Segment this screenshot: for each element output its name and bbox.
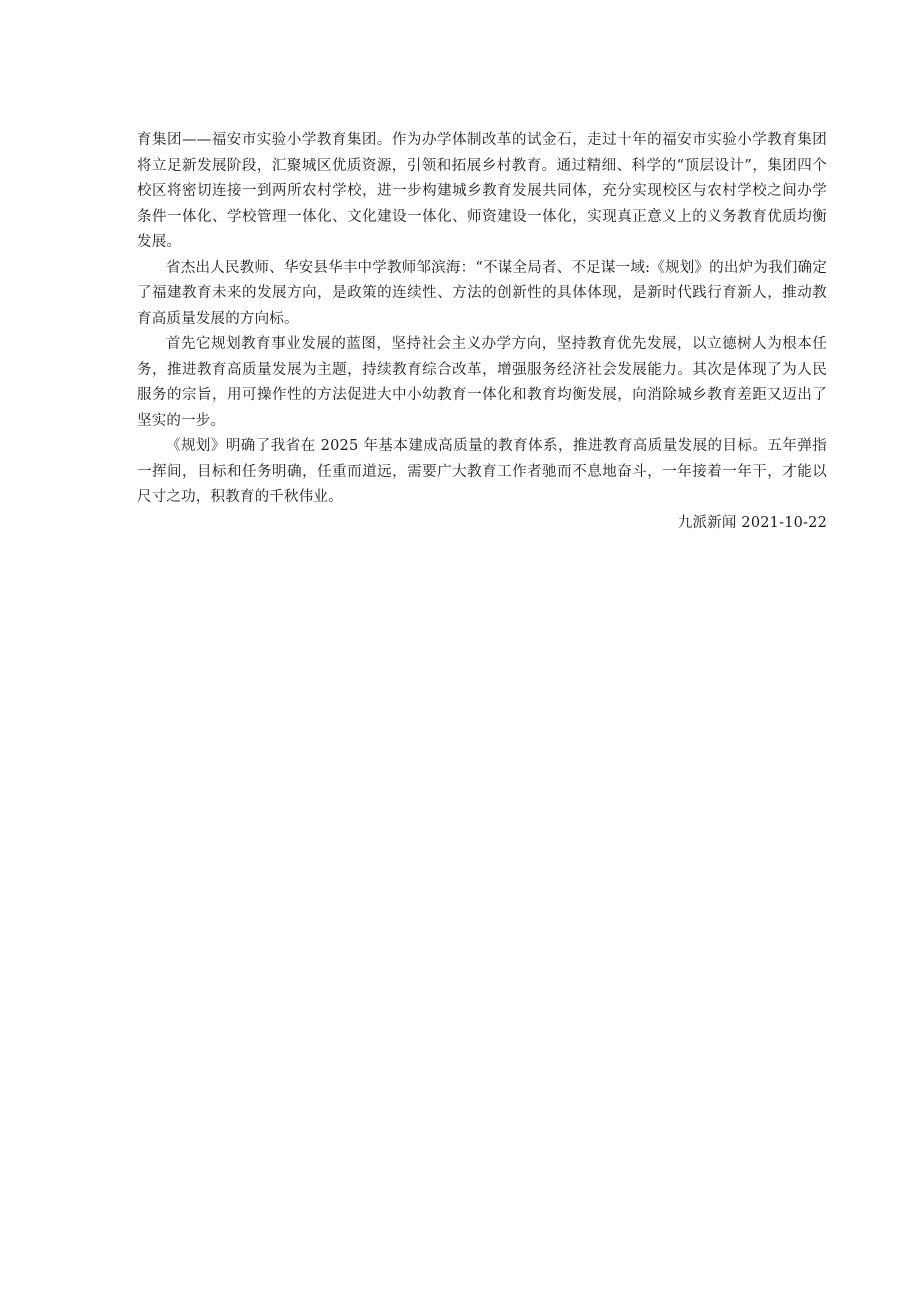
paragraph-2: 省杰出人民教师、华安县华丰中学教师邹滨海：“不谋全局者、不足谋一域:《规划》的出炉为我们确定了福建教育未来的发展方向，是政策的连续性、方法的创新性的具体体现，是新时代践行育新人，推动教育高质量发展的方向标。 bbox=[137, 259, 827, 327]
paragraph-3: 首先它规划教育事业发展的蓝图，坚持社会主义办学方向，坚持教育优先发展，以立德树人为根本任务，推进教育高质量发展为主题，持续教育综合改革，增强服务经济社会发展能力。其次是体现了为人民服务的宗旨，用可操作性的方法促进大中小幼教育一体化和教育均衡发展，向消除城乡教育差距又迈出了坚实的一步。 bbox=[137, 336, 827, 429]
source-signature: 九派新闻 2021-10-22 bbox=[677, 514, 827, 531]
paragraph-4: 《规划》明确了我省在 2025 年基本建成高质量的教育体系，推进教育高质量发展的目标。五年弹指一挥间，目标和任务明确，任重而道远，需要广大教育工作者驰而不息地奋斗，一年接着一年干，才能以尺寸之功，积教育的千秋伟业。 bbox=[137, 438, 827, 505]
paragraph-1: 育集团——福安市实验小学教育集团。作为办学体制改革的试金石，走过十年的福安市实验小学教育集团将立足新发展阶段，汇聚城区优质资源，引领和拓展乡村教育。通过精细、科学的“顶层设计”，集团四个校区将密切连接一到两所农村学校，进一步构建城乡教育发展共同体，充分实现校区与农村学校之间办学条件一体化、学校管理一体化、文化建设一体化、师资建设一体化，实现真正意义上的义务教育优质均衡发展。 bbox=[137, 132, 827, 250]
article-body bbox=[137, 128, 827, 536]
